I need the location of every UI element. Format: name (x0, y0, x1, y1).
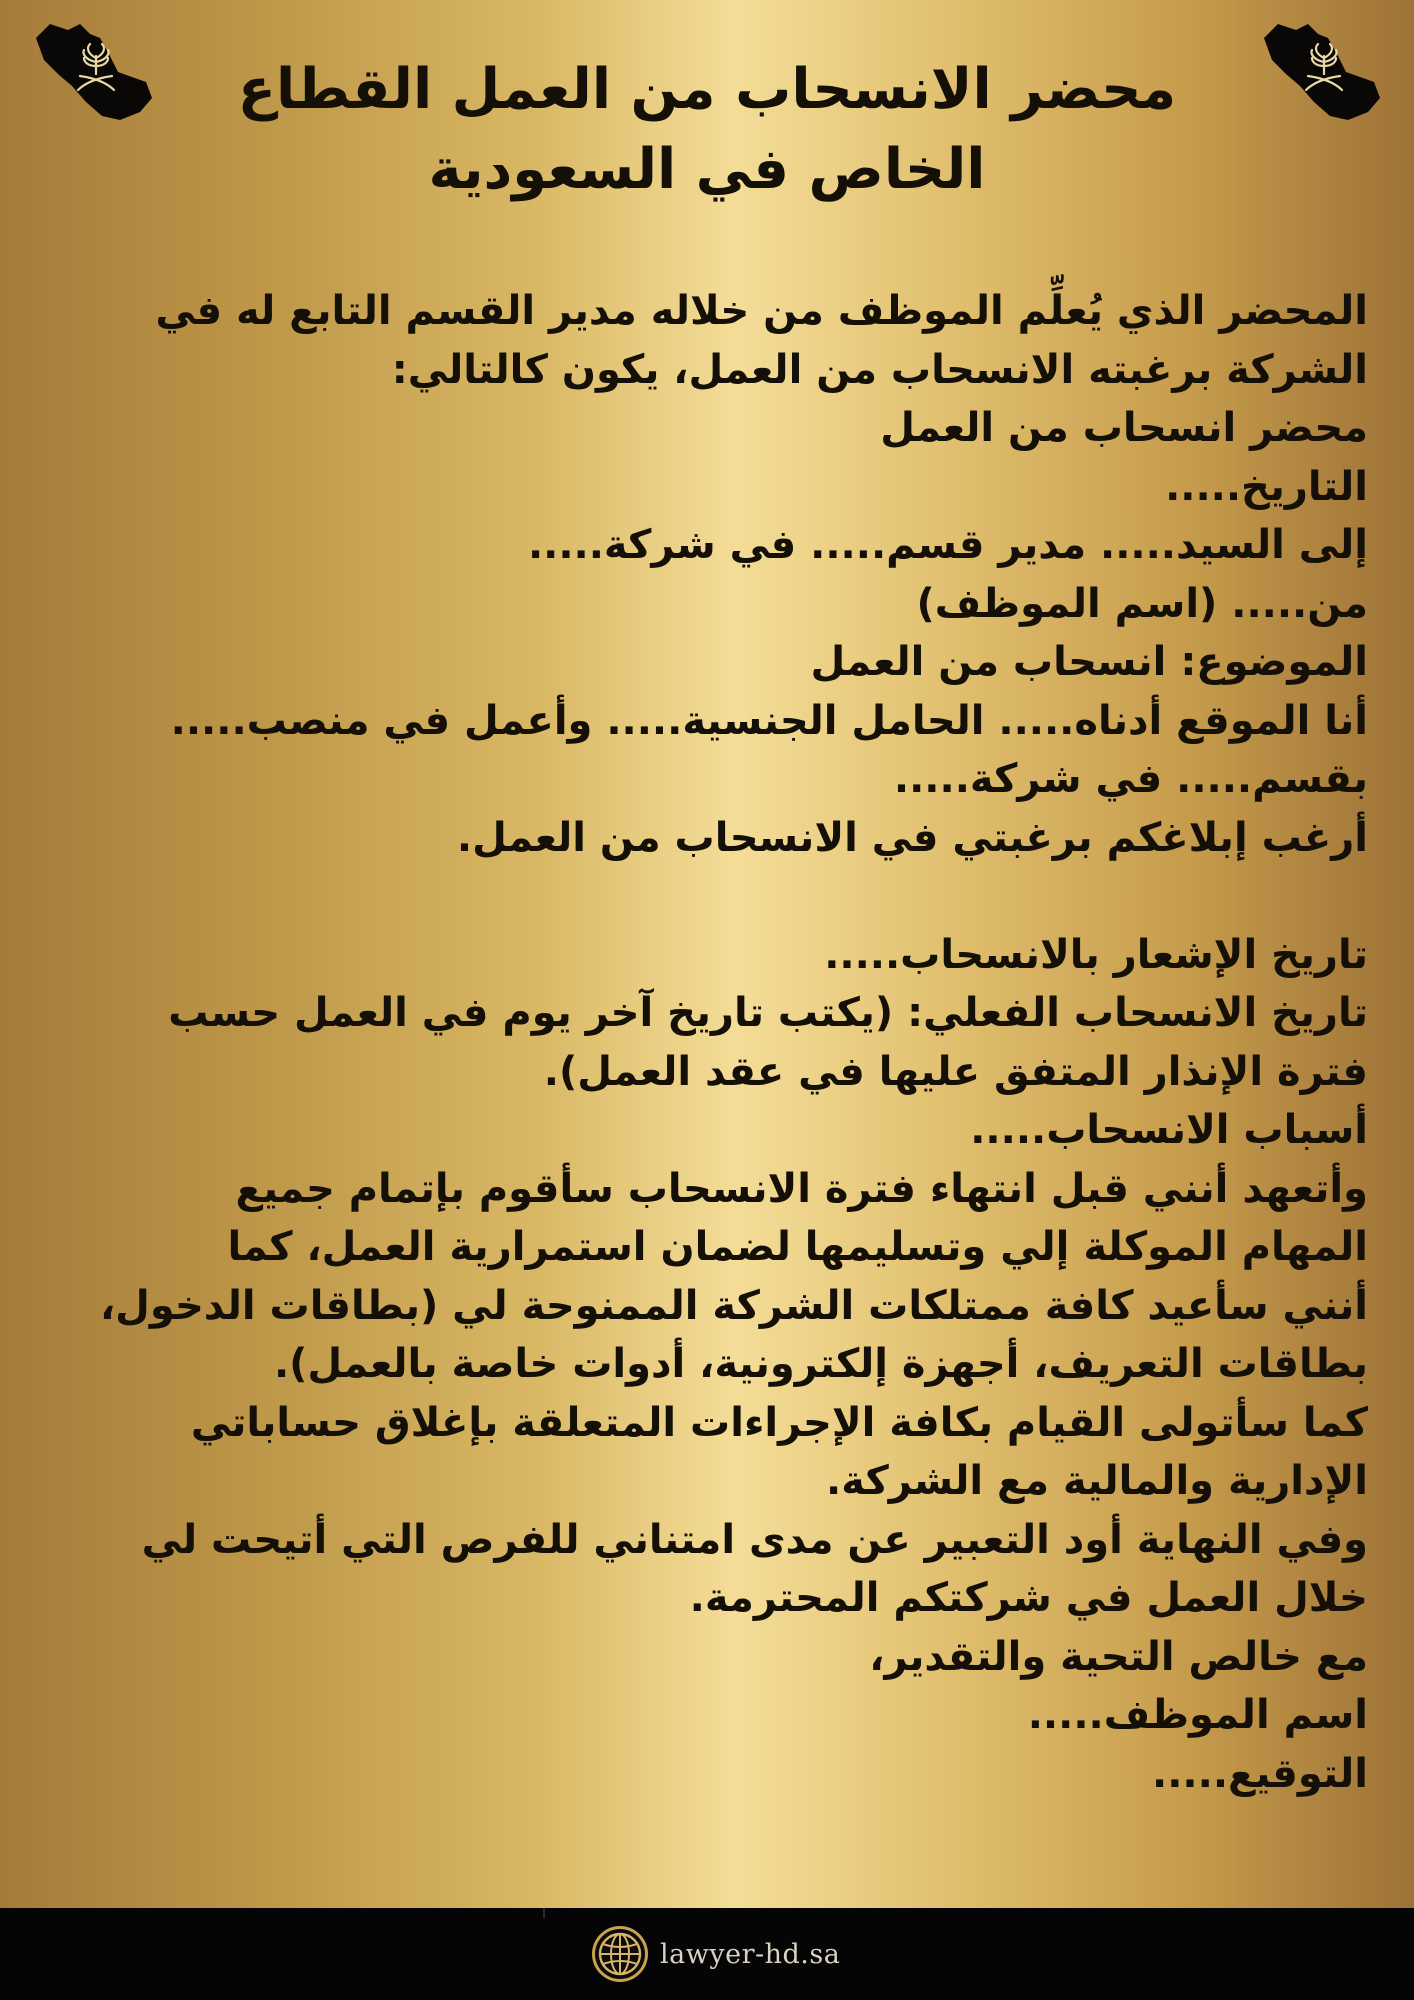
body-line: أنني سأعيد كافة ممتلكات الشركة الممنوحة لي (بطاقات الدخول، (99, 1282, 1368, 1329)
body-line: المحضر الذي يُعلِّم الموظف من خلاله مدير القسم التابع له في (155, 288, 1368, 334)
body-line: الموضوع: انسحاب من العمل (810, 639, 1368, 685)
body-line: من..... (اسم الموظف) (916, 580, 1368, 627)
paragraph-gap (38, 867, 1368, 926)
body-line: وفي النهاية أود التعبير عن مدى امتناني للفرص التي أتيحت لي (141, 1516, 1368, 1563)
saudi-map-emblem-icon (1256, 16, 1386, 126)
website-link[interactable] (590, 1922, 840, 1986)
body-line: بطاقات التعريف، أجهزة إلكترونية، أدوات خاصة بالعمل). (273, 1341, 1368, 1387)
globe-icon (590, 1924, 650, 1984)
body-line: التوقيع..... (1152, 1750, 1368, 1797)
body-line: إلى السيد..... مدير قسم..... في شركة..... (527, 522, 1368, 568)
body-line: اسم الموظف..... (1027, 1692, 1368, 1738)
body-line: تاريخ الانسحاب الفعلي: (يكتب تاريخ آخر يوم في العمل حسب (168, 990, 1368, 1036)
body-line: وأتعهد أنني قبل انتهاء فترة الانسحاب سأقوم بإتمام جميع (235, 1165, 1368, 1212)
body-line: محضر انسحاب من العمل (880, 405, 1368, 451)
footer-bar (0, 1908, 1414, 2000)
body-line: كما سأتولى القيام بكافة الإجراءات المتعلقة بإغلاق حساباتي (190, 1399, 1368, 1446)
website-text: lawyer-hd.sa (660, 1938, 841, 1970)
body-line: الشركة برغبته الانسحاب من العمل، يكون كالتالي: (391, 346, 1368, 393)
body-line: الإدارية والمالية مع الشركة. (826, 1458, 1368, 1504)
body-line: بقسم..... في شركة..... (893, 756, 1368, 802)
page-title (180, 50, 1234, 210)
body-line: أنا الموقع أدناه..... الحامل الجنسية..... وأعمل في منصب..... (170, 697, 1368, 744)
saudi-map-emblem-icon (28, 16, 158, 126)
body-line: المهام الموكلة إلي وتسليمها لضمان استمرارية العمل، كما (227, 1224, 1368, 1270)
title-line-1: محضر الانسحاب من العمل القطاع (237, 57, 1177, 122)
footer-divider (543, 1908, 545, 1918)
body-line: تاريخ الإشعار بالانسحاب..... (824, 931, 1368, 978)
body-line: أسباب الانسحاب..... (970, 1107, 1368, 1153)
body-line: التاريخ..... (1165, 463, 1368, 510)
document-body (38, 282, 1368, 1803)
body-line: مع خالص التحية والتقدير، (869, 1633, 1368, 1680)
body-line: فترة الإنذار المتفق عليها في عقد العمل). (543, 1048, 1368, 1095)
body-line: أرغب إبلاغكم برغبتي في الانسحاب من العمل. (456, 814, 1368, 861)
body-line: خلال العمل في شركتكم المحترمة. (689, 1575, 1368, 1621)
title-line-2: الخاص في السعودية (428, 137, 986, 202)
